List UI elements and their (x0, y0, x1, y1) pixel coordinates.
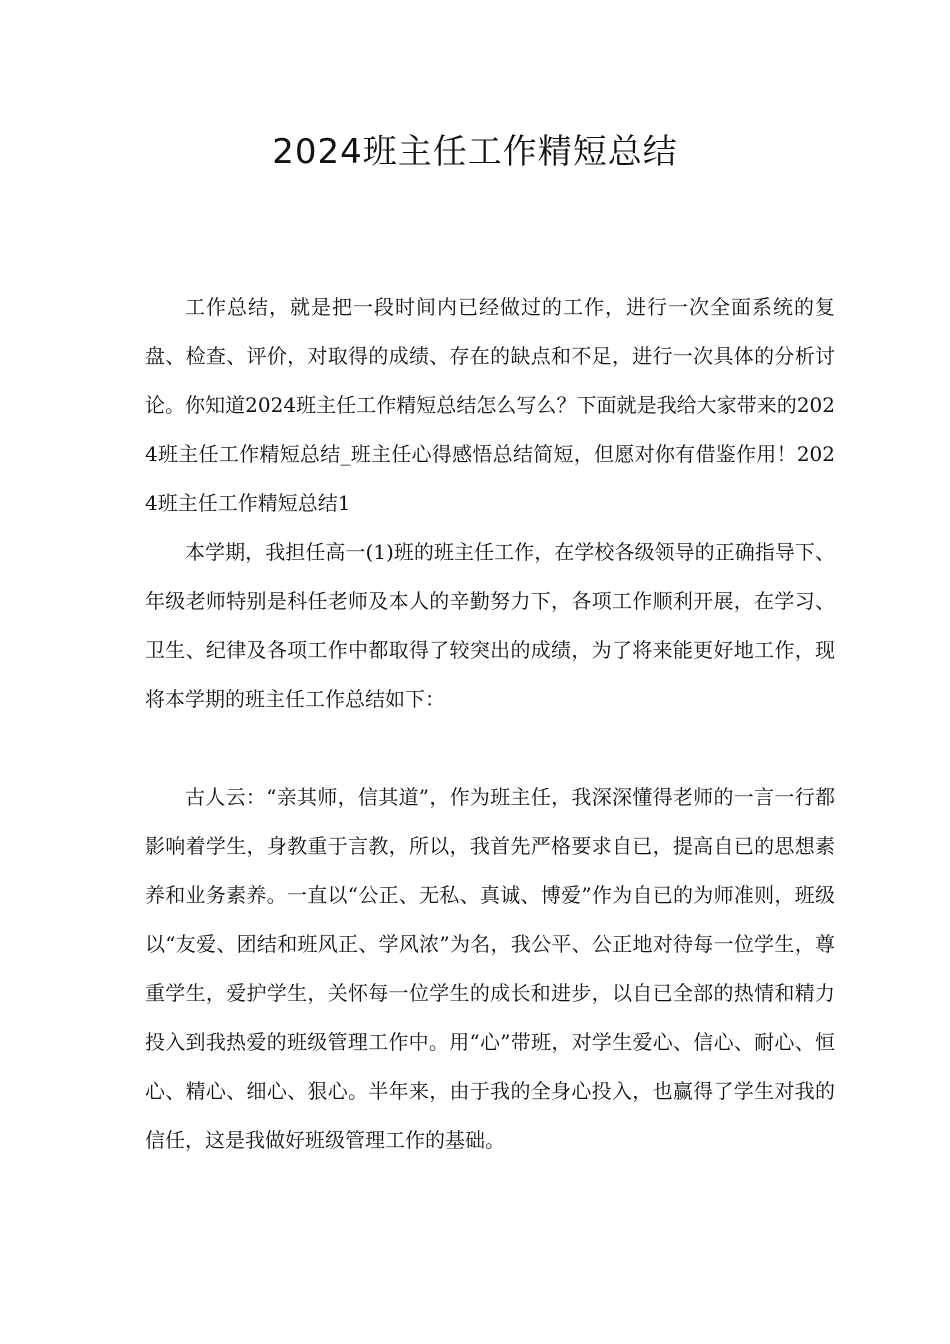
document-title: 2024班主任工作精短总结 (272, 132, 678, 172)
paragraph-semester-overview: 本学期，我担任高一(1)班的班主任工作，在学校各级领导的正确指导下、年级老师特别是科任老师及本人的辛勤努力下，各项工作顺利开展，在学习、卫生、纪律及各项工作中都取得了较突出的成绩，为了将来能更好地工作，现将本学期的班主任工作总结如下： (145, 540, 835, 711)
document-body (145, 283, 835, 1165)
paragraph-teacher-example: 古人云：“亲其师，信其道”，作为班主任，我深深懂得老师的一言一行都影响着学生，身教重于言教，所以，我首先严格要求自已，提高自已的思想素养和业务素养。一直以“公正、无私、真诚、博爱”作为自已的为师准则，班级以“友爱、团结和班风正、学风浓”为名，我公平、公正地对待每一位学生，尊重学生，爱护学生，关怀每一位学生的成长和进步，以自已全部的热情和精力投入到我热爱的班级管理工作中。用“心”带班，对学生爱心、信心、耐心、恒心、精心、细心、狠心。半年来，由于我的全身心投入，也赢得了学生对我的信任，这是我做好班级管理工作的基础。 (145, 785, 835, 1152)
paragraph-intro: 工作总结，就是把一段时间内已经做过的工作，进行一次全面系统的复盘、检查、评价，对取得的成绩、存在的缺点和不足，进行一次具体的分析讨论。你知道2024班主任工作精短总结怎么写么？下面就是我给大家带来的2024班主任工作精短总结_班主任心得感悟总结简短，但愿对你有借鉴作用！2024班主任工作精短总结1 (145, 295, 835, 515)
